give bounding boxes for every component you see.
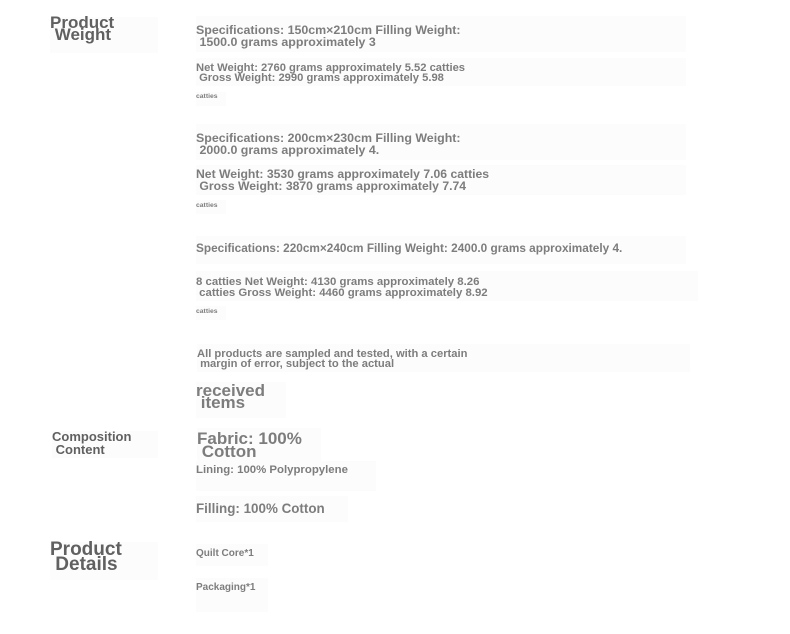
size-1-spec: Specifications: 150cm×210cm Filling Weight: 1500.0 grams approximately 3 bbox=[196, 16, 686, 52]
product-details-label: Product Details bbox=[50, 542, 158, 580]
product-weight-label: Product Weight bbox=[50, 17, 158, 53]
size-1-weights: Net Weight: 2760 grams approximately 5.52 catties Gross Weight: 2990 grams approximately 5.98 bbox=[196, 58, 686, 86]
size-2-spec: Specifications: 200cm×230cm Filling Weight: 2000.0 grams approximately 4. bbox=[196, 124, 686, 160]
size-3-weights: 8 catties Net Weight: 4130 grams approximately 8.26 catties Gross Weight: 4460 grams approximately 8.92 bbox=[196, 271, 698, 301]
size-3-spec: Specifications: 220cm×240cm Filling Weight: 2400.0 grams approximately 4. bbox=[196, 236, 686, 264]
fabric-composition: Fabric: 100% Cotton bbox=[197, 428, 321, 464]
received-items: received items bbox=[196, 382, 286, 418]
size-1-unit: catties bbox=[196, 92, 226, 106]
composition-content-label: Composition Content bbox=[52, 431, 158, 458]
lining-composition: Lining: 100% Polypropylene bbox=[196, 461, 376, 491]
filling-composition: Filling: 100% Cotton bbox=[196, 496, 348, 522]
size-3-unit: catties bbox=[196, 306, 226, 320]
sampling-notice: All products are sampled and tested, with a certain margin of error, subject to the actual bbox=[197, 344, 690, 372]
size-2-unit: catties bbox=[196, 200, 226, 214]
quilt-core-item: Quilt Core*1 bbox=[196, 544, 268, 566]
packaging-item: Packaging*1 bbox=[196, 578, 268, 612]
size-2-weights: Net Weight: 3530 grams approximately 7.06 catties Gross Weight: 3870 grams approximately 7.74 bbox=[196, 165, 686, 195]
